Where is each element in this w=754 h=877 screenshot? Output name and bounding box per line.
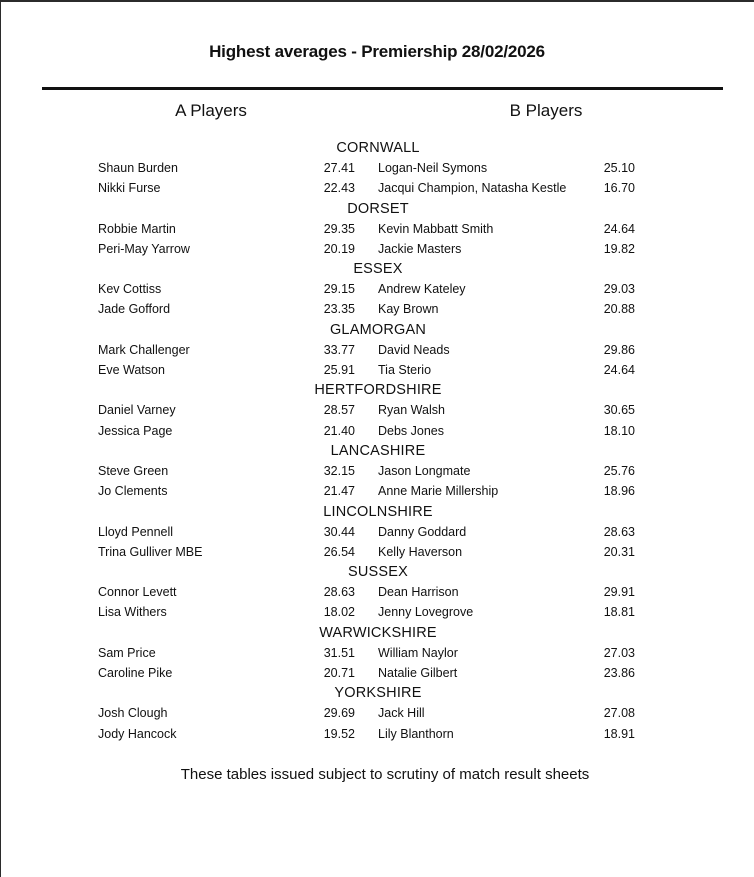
- b-player-name: William Naylor: [378, 645, 458, 660]
- a-player-name: Steve Green: [98, 463, 169, 478]
- a-player-average: 20.71: [323, 666, 355, 681]
- b-player-average: 23.86: [603, 666, 635, 681]
- county-section: [0, 441, 754, 502]
- county-heading: LINCOLNSHIRE: [323, 503, 433, 520]
- a-player-average: 20.19: [323, 241, 355, 256]
- player-row: [0, 582, 754, 602]
- b-player-average: 28.63: [603, 524, 635, 539]
- a-player-name: Connor Levett: [98, 585, 177, 600]
- a-players-header: A Players: [175, 101, 247, 120]
- b-players-header: B Players: [509, 101, 583, 120]
- county-section: [0, 199, 754, 260]
- b-player-average: 27.08: [603, 706, 635, 721]
- b-player-average: 20.31: [603, 544, 635, 559]
- player-row: [0, 461, 754, 481]
- a-player-name: Jessica Page: [98, 423, 173, 438]
- averages-table: [0, 138, 754, 744]
- a-player-average: 21.40: [323, 423, 355, 438]
- b-player-average: 18.10: [603, 423, 635, 438]
- county-heading: HERTFORDSHIRE: [314, 382, 442, 399]
- a-player-name: Jade Gofford: [98, 302, 171, 317]
- title-divider: [42, 87, 723, 90]
- a-player-name: Jody Hancock: [98, 726, 177, 741]
- b-player-name: Debs Jones: [378, 423, 445, 438]
- county-section: [0, 138, 754, 199]
- county-heading: LANCASHIRE: [330, 442, 426, 459]
- player-row: [0, 481, 754, 501]
- county-heading: ESSEX: [353, 261, 403, 278]
- a-player-name: Josh Clough: [98, 706, 168, 721]
- player-row: [0, 219, 754, 239]
- b-player-name: Jackie Masters: [378, 241, 462, 256]
- b-player-name: Logan-Neil Symons: [378, 161, 488, 175]
- county-section: [0, 683, 754, 744]
- a-player-average: 19.52: [323, 726, 355, 741]
- b-player-average: 20.88: [603, 302, 635, 317]
- b-player-average: 29.86: [603, 342, 635, 357]
- a-player-name: Mark Challenger: [98, 342, 190, 357]
- b-player-average: 19.82: [603, 241, 635, 256]
- a-player-average: 27.41: [323, 161, 355, 175]
- county-section: [0, 502, 754, 563]
- a-player-name: Kev Cottiss: [98, 282, 162, 297]
- b-player-name: Ryan Walsh: [378, 403, 445, 418]
- b-player-average: 24.64: [603, 221, 635, 236]
- b-player-name: Jason Longmate: [378, 463, 471, 478]
- player-row: [0, 643, 754, 663]
- a-player-average: 29.15: [323, 282, 355, 297]
- county-heading: WARWICKSHIRE: [319, 624, 437, 641]
- player-row: [0, 279, 754, 299]
- b-player-name: Anne Marie Millership: [378, 484, 499, 499]
- county-section: [0, 380, 754, 441]
- player-row: [0, 724, 754, 744]
- player-row: [0, 522, 754, 542]
- b-player-name: Kelly Haverson: [378, 544, 463, 559]
- b-player-average: 29.91: [603, 585, 635, 600]
- b-player-name: Andrew Kateley: [378, 282, 466, 297]
- county-section: [0, 623, 754, 684]
- b-player-name: Tia Sterio: [378, 363, 432, 378]
- player-row: [0, 178, 754, 198]
- b-player-average: 25.10: [603, 161, 635, 175]
- a-player-name: Peri-May Yarrow: [98, 241, 190, 256]
- a-player-average: 30.44: [323, 524, 355, 539]
- player-row: [0, 400, 754, 420]
- county-heading: DORSET: [347, 200, 409, 217]
- player-row: [0, 360, 754, 380]
- b-player-average: 16.70: [603, 181, 635, 196]
- a-player-average: 28.63: [323, 585, 355, 600]
- a-player-average: 18.02: [323, 605, 355, 620]
- b-player-name: Kevin Mabbatt Smith: [378, 221, 494, 236]
- a-player-average: 21.47: [323, 484, 355, 499]
- page-top-border: [0, 0, 754, 2]
- b-player-name: Dean Harrison: [378, 585, 459, 600]
- player-row: [0, 421, 754, 441]
- a-player-average: 33.77: [323, 342, 355, 357]
- b-player-name: Kay Brown: [378, 302, 439, 317]
- player-row: [0, 239, 754, 259]
- player-row: [0, 602, 754, 622]
- a-player-name: Nikki Furse: [98, 181, 161, 196]
- a-player-average: 29.35: [323, 221, 355, 236]
- a-player-average: 29.69: [323, 706, 355, 721]
- player-row: [0, 663, 754, 683]
- player-row: [0, 299, 754, 319]
- b-player-name: Danny Goddard: [378, 524, 467, 539]
- b-player-name: Jack Hill: [378, 706, 425, 721]
- a-player-name: Caroline Pike: [98, 666, 173, 681]
- a-player-name: Lloyd Pennell: [98, 524, 174, 539]
- b-player-name: David Neads: [378, 342, 450, 357]
- county-heading: CORNWALL: [336, 140, 420, 156]
- a-player-name: Sam Price: [98, 645, 156, 660]
- county-section: [0, 320, 754, 381]
- a-player-name: Shaun Burden: [98, 161, 178, 175]
- a-player-average: 32.15: [323, 463, 355, 478]
- page-title: Highest averages - Premiership 28/02/2026: [209, 42, 545, 61]
- a-player-average: 22.43: [323, 181, 355, 196]
- b-player-name: Lily Blanthorn: [378, 726, 454, 741]
- a-player-average: 28.57: [323, 403, 355, 418]
- a-player-average: 23.35: [323, 302, 355, 317]
- county-section: [0, 562, 754, 623]
- b-player-average: 30.65: [603, 403, 635, 418]
- b-player-average: 18.96: [603, 484, 635, 499]
- b-player-average: 25.76: [603, 463, 635, 478]
- a-player-average: 25.91: [323, 363, 355, 378]
- b-player-name: Jenny Lovegrove: [378, 605, 474, 620]
- county-heading: SUSSEX: [347, 564, 409, 581]
- county-heading: YORKSHIRE: [334, 685, 422, 702]
- county-heading: GLAMORGAN: [329, 321, 427, 338]
- b-player-name: Jacqui Champion, Natasha Kestle: [378, 181, 567, 196]
- a-player-name: Trina Gulliver MBE: [98, 544, 203, 559]
- b-player-average: 24.64: [603, 363, 635, 378]
- county-section: [0, 259, 754, 320]
- a-player-name: Jo Clements: [98, 484, 168, 499]
- b-player-name: Natalie Gilbert: [378, 666, 458, 681]
- player-row: [0, 340, 754, 360]
- player-row: [0, 158, 754, 178]
- b-player-average: 29.03: [603, 282, 635, 297]
- b-player-average: 27.03: [603, 645, 635, 660]
- a-player-name: Daniel Varney: [98, 403, 176, 418]
- player-row: [0, 542, 754, 562]
- a-player-name: Lisa Withers: [98, 605, 167, 620]
- a-player-average: 26.54: [323, 544, 355, 559]
- b-player-average: 18.91: [603, 726, 635, 741]
- player-row: [0, 703, 754, 723]
- a-player-name: Robbie Martin: [98, 221, 176, 236]
- footer-note: These tables issued subject to scrutiny of match result sheets: [180, 766, 590, 783]
- b-player-average: 18.81: [603, 605, 635, 620]
- a-player-average: 31.51: [323, 645, 355, 660]
- a-player-name: Eve Watson: [98, 363, 165, 378]
